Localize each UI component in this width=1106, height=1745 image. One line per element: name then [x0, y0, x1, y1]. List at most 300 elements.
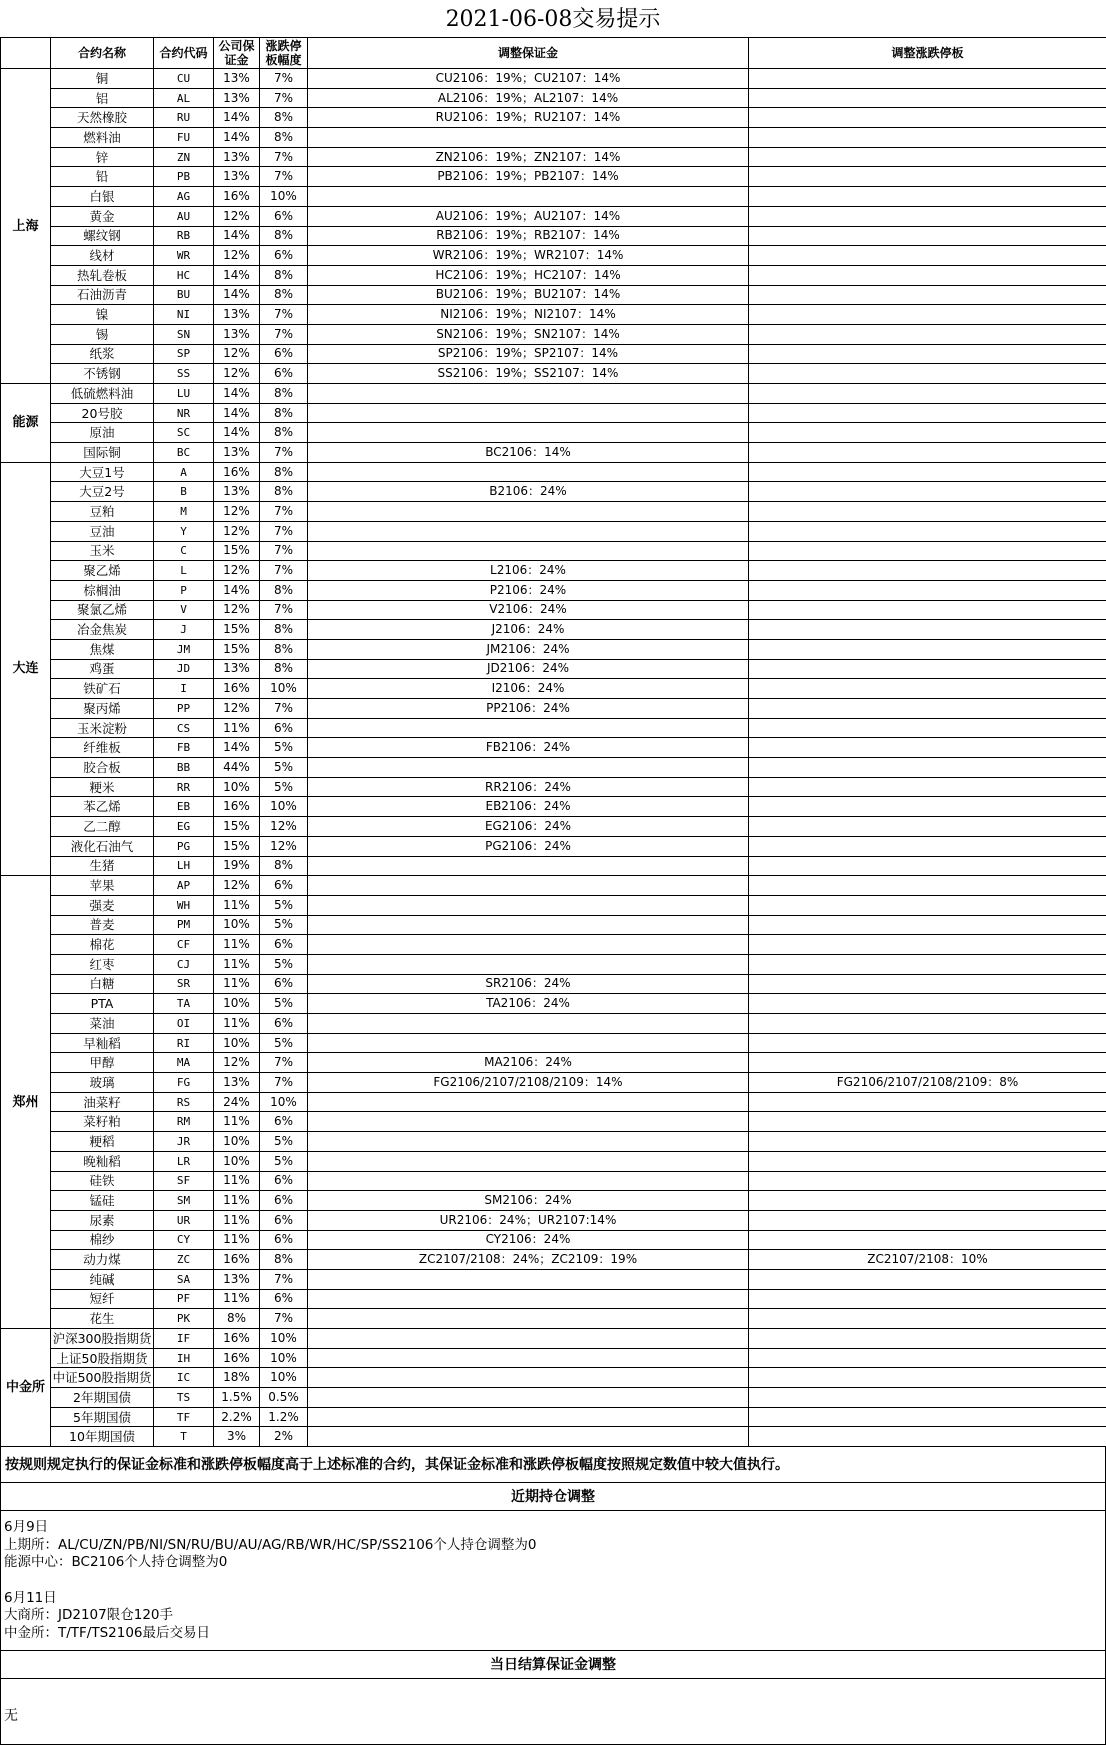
contract-name-cell: 中证500股指期货 [51, 1368, 154, 1388]
contract-code-cell: CF [154, 935, 214, 955]
contract-name-cell: 热轧卷板 [51, 265, 154, 285]
contract-name-cell: 聚氯乙烯 [51, 600, 154, 620]
contract-name-cell: 螺纹钢 [51, 226, 154, 246]
adjusted-limit-cell [749, 699, 1106, 719]
limit-range-cell: 7% [260, 1053, 308, 1073]
table-row [1, 1329, 1106, 1349]
table-row [1, 187, 1106, 207]
contract-code-cell: L [154, 561, 214, 581]
company-margin-cell: 13% [214, 305, 260, 325]
company-margin-cell: 10% [214, 994, 260, 1014]
adjusted-margin-cell: RB2106：19%；RB2107：14% [308, 226, 749, 246]
adjusted-limit-cell [749, 69, 1106, 89]
company-margin-cell: 13% [214, 443, 260, 463]
adjusted-limit-cell [749, 679, 1106, 699]
adjusted-margin-cell [308, 1269, 749, 1289]
table-row [1, 974, 1106, 994]
limit-range-cell: 7% [260, 502, 308, 522]
adjusted-margin-cell: BU2106：19%；BU2107：14% [308, 285, 749, 305]
contract-code-cell: RB [154, 226, 214, 246]
contract-name-cell: 2年期国债 [51, 1388, 154, 1408]
adjusted-limit-cell [749, 994, 1106, 1014]
adjusted-margin-cell [308, 1388, 749, 1408]
table-row [1, 1269, 1106, 1289]
exchange-cell: 郑州 [1, 876, 51, 1329]
adjusted-limit-cell [749, 1329, 1106, 1349]
company-margin-cell: 16% [214, 679, 260, 699]
contract-code-cell: FB [154, 738, 214, 758]
contract-name-cell: 铜 [51, 69, 154, 89]
adjusted-margin-cell: B2106：24% [308, 482, 749, 502]
contract-code-cell: PB [154, 167, 214, 187]
adjusted-margin-cell: BC2106：14% [308, 443, 749, 463]
exchange-cell: 上海 [1, 69, 51, 384]
company-margin-cell: 19% [214, 856, 260, 876]
limit-range-cell: 6% [260, 364, 308, 384]
table-row [1, 935, 1106, 955]
limit-range-cell: 6% [260, 1171, 308, 1191]
contract-code-cell: SR [154, 974, 214, 994]
adjusted-margin-cell [308, 1407, 749, 1427]
company-margin-cell: 2.2% [214, 1407, 260, 1427]
limit-range-cell: 6% [260, 1112, 308, 1132]
contract-name-cell: 铅 [51, 167, 154, 187]
limit-range-cell: 8% [260, 856, 308, 876]
adjusted-margin-cell [308, 541, 749, 561]
adjusted-limit-cell [749, 265, 1106, 285]
limit-range-cell: 10% [260, 1092, 308, 1112]
contract-code-cell: LR [154, 1151, 214, 1171]
table-row [1, 1092, 1106, 1112]
contract-code-cell: CY [154, 1230, 214, 1250]
contract-code-cell: LU [154, 384, 214, 404]
company-margin-cell: 13% [214, 482, 260, 502]
company-margin-cell: 14% [214, 226, 260, 246]
limit-range-cell: 8% [260, 265, 308, 285]
company-margin-cell: 11% [214, 895, 260, 915]
contract-name-cell: 棉花 [51, 935, 154, 955]
table-row [1, 206, 1106, 226]
table-row [1, 1151, 1106, 1171]
contract-code-cell: P [154, 580, 214, 600]
adjusted-limit-cell [749, 1348, 1106, 1368]
adjusted-limit-cell [749, 1230, 1106, 1250]
limit-range-cell: 8% [260, 384, 308, 404]
adjusted-margin-cell [308, 502, 749, 522]
table-row [1, 758, 1106, 778]
table-row [1, 364, 1106, 384]
adjusted-limit-cell [749, 1289, 1106, 1309]
table-row [1, 1388, 1106, 1408]
adjusted-margin-cell: RU2106：19%；RU2107：14% [308, 108, 749, 128]
contract-code-cell: FG [154, 1073, 214, 1093]
limit-range-cell: 0.5% [260, 1388, 308, 1408]
adjusted-limit-cell [749, 1368, 1106, 1388]
limit-range-cell: 8% [260, 639, 308, 659]
header-adjusted-margin: 调整保证金 [308, 38, 749, 69]
limit-range-cell: 10% [260, 1368, 308, 1388]
company-margin-cell: 12% [214, 521, 260, 541]
company-margin-cell: 14% [214, 403, 260, 423]
limit-range-cell: 6% [260, 1014, 308, 1034]
company-margin-cell: 11% [214, 935, 260, 955]
limit-range-cell: 6% [260, 206, 308, 226]
adjusted-limit-cell [749, 797, 1106, 817]
limit-range-cell: 5% [260, 1132, 308, 1152]
company-margin-cell: 11% [214, 1191, 260, 1211]
adjusted-margin-cell [308, 1171, 749, 1191]
adjusted-margin-cell [308, 758, 749, 778]
table-row [1, 128, 1106, 148]
position-line: 上期所：AL/CU/ZN/PB/NI/SN/RU/BU/AU/AG/RB/WR/HC/SP/SS2106个人持仓调整为0 [4, 1537, 1102, 1555]
contract-name-cell: 乙二醇 [51, 817, 154, 837]
adjusted-limit-cell [749, 128, 1106, 148]
adjusted-limit-cell [749, 1388, 1106, 1408]
table-row [1, 69, 1106, 89]
contract-name-cell: 10年期国债 [51, 1427, 154, 1447]
contract-name-cell: 纯碱 [51, 1269, 154, 1289]
contract-code-cell: AL [154, 88, 214, 108]
company-margin-cell: 11% [214, 1112, 260, 1132]
adjusted-margin-cell: SM2106：24% [308, 1191, 749, 1211]
header-adjusted-limit: 调整涨跌停板 [749, 38, 1106, 69]
limit-range-cell: 10% [260, 797, 308, 817]
limit-range-cell: 6% [260, 718, 308, 738]
contract-code-cell: SC [154, 423, 214, 443]
position-line: 能源中心：BC2106个人持仓调整为0 [4, 1554, 1102, 1572]
contract-name-cell: 线材 [51, 246, 154, 266]
table-row [1, 147, 1106, 167]
contract-code-cell: B [154, 482, 214, 502]
company-margin-cell: 10% [214, 1033, 260, 1053]
contract-code-cell: V [154, 600, 214, 620]
adjusted-limit-cell [749, 1309, 1106, 1329]
company-margin-cell: 11% [214, 1289, 260, 1309]
company-margin-cell: 14% [214, 580, 260, 600]
contract-code-cell: UR [154, 1210, 214, 1230]
adjusted-limit-cell [749, 541, 1106, 561]
limit-range-cell: 12% [260, 817, 308, 837]
contract-name-cell: 棉纱 [51, 1230, 154, 1250]
limit-range-cell: 7% [260, 600, 308, 620]
company-margin-cell: 15% [214, 836, 260, 856]
contract-code-cell: T [154, 1427, 214, 1447]
adjusted-limit-cell: FG2106/2107/2108/2109：8% [749, 1073, 1106, 1093]
limit-range-cell: 6% [260, 974, 308, 994]
adjusted-margin-cell: EG2106：24% [308, 817, 749, 837]
adjusted-margin-cell [308, 718, 749, 738]
contract-name-cell: 粳米 [51, 777, 154, 797]
adjusted-margin-cell: WR2106：19%；WR2107：14% [308, 246, 749, 266]
table-row [1, 1210, 1106, 1230]
limit-range-cell: 5% [260, 915, 308, 935]
table-row [1, 954, 1106, 974]
adjusted-margin-cell: CU2106：19%；CU2107：14% [308, 69, 749, 89]
contract-code-cell: HC [154, 265, 214, 285]
adjusted-margin-cell [308, 403, 749, 423]
company-margin-cell: 14% [214, 265, 260, 285]
limit-range-cell: 8% [260, 285, 308, 305]
limit-range-cell: 2% [260, 1427, 308, 1447]
limit-range-cell: 8% [260, 580, 308, 600]
company-margin-cell: 14% [214, 108, 260, 128]
contract-name-cell: 不锈钢 [51, 364, 154, 384]
limit-range-cell: 5% [260, 954, 308, 974]
company-margin-cell: 16% [214, 1329, 260, 1349]
contract-code-cell: PP [154, 699, 214, 719]
limit-range-cell: 5% [260, 1151, 308, 1171]
adjusted-margin-cell [308, 1348, 749, 1368]
adjusted-limit-cell [749, 1112, 1106, 1132]
adjusted-margin-cell: I2106：24% [308, 679, 749, 699]
limit-range-cell: 7% [260, 1073, 308, 1093]
contract-code-cell: NI [154, 305, 214, 325]
company-margin-cell: 11% [214, 1014, 260, 1034]
adjusted-limit-cell [749, 482, 1106, 502]
position-date: 6月11日 [4, 1590, 1102, 1608]
contract-code-cell: PG [154, 836, 214, 856]
limit-range-cell: 8% [260, 226, 308, 246]
contract-name-cell: 聚丙烯 [51, 699, 154, 719]
contract-code-cell: TF [154, 1407, 214, 1427]
exchange-cell: 中金所 [1, 1329, 51, 1447]
company-margin-cell: 13% [214, 88, 260, 108]
contract-name-cell: 菜油 [51, 1014, 154, 1034]
contract-name-cell: 苹果 [51, 876, 154, 896]
limit-range-cell: 8% [260, 403, 308, 423]
table-row [1, 915, 1106, 935]
contract-name-cell: 大豆1号 [51, 462, 154, 482]
adjusted-limit-cell [749, 246, 1106, 266]
adjusted-limit-cell [749, 1210, 1106, 1230]
limit-range-cell: 5% [260, 758, 308, 778]
contract-name-cell: 生猪 [51, 856, 154, 876]
contract-name-cell: 普麦 [51, 915, 154, 935]
limit-range-cell: 1.2% [260, 1407, 308, 1427]
contract-code-cell: RS [154, 1092, 214, 1112]
contract-code-cell: AP [154, 876, 214, 896]
contract-code-cell: WH [154, 895, 214, 915]
adjusted-limit-cell [749, 1132, 1106, 1152]
adjusted-margin-cell [308, 1092, 749, 1112]
table-header-row [1, 38, 1106, 69]
limit-range-cell: 5% [260, 777, 308, 797]
company-margin-cell: 13% [214, 147, 260, 167]
table-row [1, 679, 1106, 699]
contract-name-cell: 油菜籽 [51, 1092, 154, 1112]
adjusted-limit-cell [749, 443, 1106, 463]
company-margin-cell: 11% [214, 954, 260, 974]
contract-code-cell: CU [154, 69, 214, 89]
adjusted-limit-cell [749, 580, 1106, 600]
adjusted-margin-cell: FB2106：24% [308, 738, 749, 758]
adjusted-margin-cell: AL2106：19%；AL2107：14% [308, 88, 749, 108]
contract-name-cell: 聚乙烯 [51, 561, 154, 581]
limit-range-cell: 6% [260, 344, 308, 364]
table-row [1, 482, 1106, 502]
adjusted-margin-cell: SR2106：24% [308, 974, 749, 994]
contract-code-cell: RU [154, 108, 214, 128]
table-row [1, 561, 1106, 581]
notice-text: 按规则规定执行的保证金标准和涨跌停板幅度高于上述标准的合约，其保证金标准和涨跌停板幅度按照规定数值中较大值执行。 [0, 1447, 1106, 1483]
contract-name-cell: 强麦 [51, 895, 154, 915]
table-row [1, 344, 1106, 364]
limit-range-cell: 6% [260, 935, 308, 955]
limit-range-cell: 8% [260, 462, 308, 482]
contract-name-cell: 甲醇 [51, 1053, 154, 1073]
table-row [1, 620, 1106, 640]
contract-name-cell: 20号胶 [51, 403, 154, 423]
company-margin-cell: 11% [214, 974, 260, 994]
company-margin-cell: 13% [214, 324, 260, 344]
adjusted-margin-cell: RR2106：24% [308, 777, 749, 797]
adjusted-limit-cell [749, 600, 1106, 620]
adjusted-margin-cell: CY2106：24% [308, 1230, 749, 1250]
table-row [1, 994, 1106, 1014]
contract-name-cell: 纤维板 [51, 738, 154, 758]
limit-range-cell: 7% [260, 167, 308, 187]
adjusted-limit-cell [749, 915, 1106, 935]
contract-code-cell: FU [154, 128, 214, 148]
limit-range-cell: 8% [260, 1250, 308, 1270]
table-row [1, 1053, 1106, 1073]
position-section-body [0, 1511, 1106, 1651]
contract-code-cell: WR [154, 246, 214, 266]
contract-name-cell: 胶合板 [51, 758, 154, 778]
table-row [1, 1073, 1106, 1093]
table-row [1, 1191, 1106, 1211]
limit-range-cell: 7% [260, 69, 308, 89]
adjusted-margin-cell: ZN2106：19%；ZN2107：14% [308, 147, 749, 167]
exchange-cell: 能源 [1, 384, 51, 463]
adjusted-limit-cell [749, 817, 1106, 837]
adjusted-limit-cell [749, 403, 1106, 423]
limit-range-cell: 12% [260, 836, 308, 856]
limit-range-cell: 10% [260, 1348, 308, 1368]
contract-code-cell: TA [154, 994, 214, 1014]
adjusted-limit-cell [749, 521, 1106, 541]
adjusted-margin-cell [308, 1112, 749, 1132]
table-row [1, 462, 1106, 482]
page-title: 2021-06-08交易提示 [0, 0, 1106, 37]
adjusted-margin-cell: L2106：24% [308, 561, 749, 581]
table-row [1, 1250, 1106, 1270]
adjusted-limit-cell [749, 187, 1106, 207]
adjusted-limit-cell [749, 384, 1106, 404]
adjusted-margin-cell: SN2106：19%；SN2107：14% [308, 324, 749, 344]
company-margin-cell: 14% [214, 128, 260, 148]
limit-range-cell: 8% [260, 620, 308, 640]
adjusted-margin-cell: PP2106：24% [308, 699, 749, 719]
contract-name-cell: 焦煤 [51, 639, 154, 659]
table-row [1, 541, 1106, 561]
company-margin-cell: 15% [214, 639, 260, 659]
contract-name-cell: 棕榈油 [51, 580, 154, 600]
contract-name-cell: 硅铁 [51, 1171, 154, 1191]
adjusted-limit-cell [749, 88, 1106, 108]
limit-range-cell: 7% [260, 88, 308, 108]
contract-name-cell: 铝 [51, 88, 154, 108]
adjusted-limit-cell [749, 639, 1106, 659]
contract-code-cell: IH [154, 1348, 214, 1368]
contract-name-cell: 纸浆 [51, 344, 154, 364]
adjusted-limit-cell [749, 1407, 1106, 1427]
table-row [1, 88, 1106, 108]
table-row [1, 600, 1106, 620]
company-margin-cell: 16% [214, 1250, 260, 1270]
contract-code-cell: OI [154, 1014, 214, 1034]
adjusted-limit-cell [749, 620, 1106, 640]
header-contract-code: 合约代码 [154, 38, 214, 69]
contract-code-cell: NR [154, 403, 214, 423]
contract-code-cell: JD [154, 659, 214, 679]
adjusted-margin-cell: EB2106：24% [308, 797, 749, 817]
limit-range-cell: 8% [260, 482, 308, 502]
table-row [1, 1230, 1106, 1250]
company-margin-cell: 13% [214, 1073, 260, 1093]
limit-range-cell: 7% [260, 521, 308, 541]
table-row [1, 1309, 1106, 1329]
table-row [1, 324, 1106, 344]
adjusted-limit-cell [749, 502, 1106, 522]
company-margin-cell: 15% [214, 817, 260, 837]
company-margin-cell: 11% [214, 718, 260, 738]
contract-code-cell: ZN [154, 147, 214, 167]
header-contract-name: 合约名称 [51, 38, 154, 69]
contract-name-cell: 短纤 [51, 1289, 154, 1309]
contract-code-cell: SN [154, 324, 214, 344]
table-row [1, 1348, 1106, 1368]
table-row [1, 443, 1106, 463]
adjusted-margin-cell [308, 1014, 749, 1034]
table-row [1, 423, 1106, 443]
limit-range-cell: 10% [260, 187, 308, 207]
contract-name-cell: 黄金 [51, 206, 154, 226]
contract-name-cell: 低硫燃料油 [51, 384, 154, 404]
adjusted-limit-cell [749, 758, 1106, 778]
contract-name-cell: 镍 [51, 305, 154, 325]
adjusted-margin-cell [308, 423, 749, 443]
table-row [1, 817, 1106, 837]
adjusted-limit-cell [749, 895, 1106, 915]
company-margin-cell: 3% [214, 1427, 260, 1447]
adjusted-margin-cell [308, 915, 749, 935]
company-margin-cell: 12% [214, 364, 260, 384]
table-row [1, 856, 1106, 876]
contract-code-cell: IF [154, 1329, 214, 1349]
adjusted-limit-cell [749, 1191, 1106, 1211]
adjusted-margin-cell: JM2106：24% [308, 639, 749, 659]
limit-range-cell: 7% [260, 541, 308, 561]
company-margin-cell: 24% [214, 1092, 260, 1112]
limit-range-cell: 7% [260, 699, 308, 719]
company-margin-cell: 10% [214, 915, 260, 935]
adjusted-limit-cell: ZC2107/2108：10% [749, 1250, 1106, 1270]
limit-range-cell: 6% [260, 1230, 308, 1250]
company-margin-cell: 11% [214, 1210, 260, 1230]
company-margin-cell: 12% [214, 206, 260, 226]
contract-code-cell: CJ [154, 954, 214, 974]
table-row [1, 403, 1106, 423]
table-row [1, 305, 1106, 325]
company-margin-cell: 12% [214, 246, 260, 266]
adjusted-margin-cell [308, 462, 749, 482]
limit-range-cell: 6% [260, 876, 308, 896]
adjusted-margin-cell: ZC2107/2108：24%；ZC2109：19% [308, 1250, 749, 1270]
contract-name-cell: 锡 [51, 324, 154, 344]
limit-range-cell: 7% [260, 324, 308, 344]
limit-range-cell: 7% [260, 1269, 308, 1289]
